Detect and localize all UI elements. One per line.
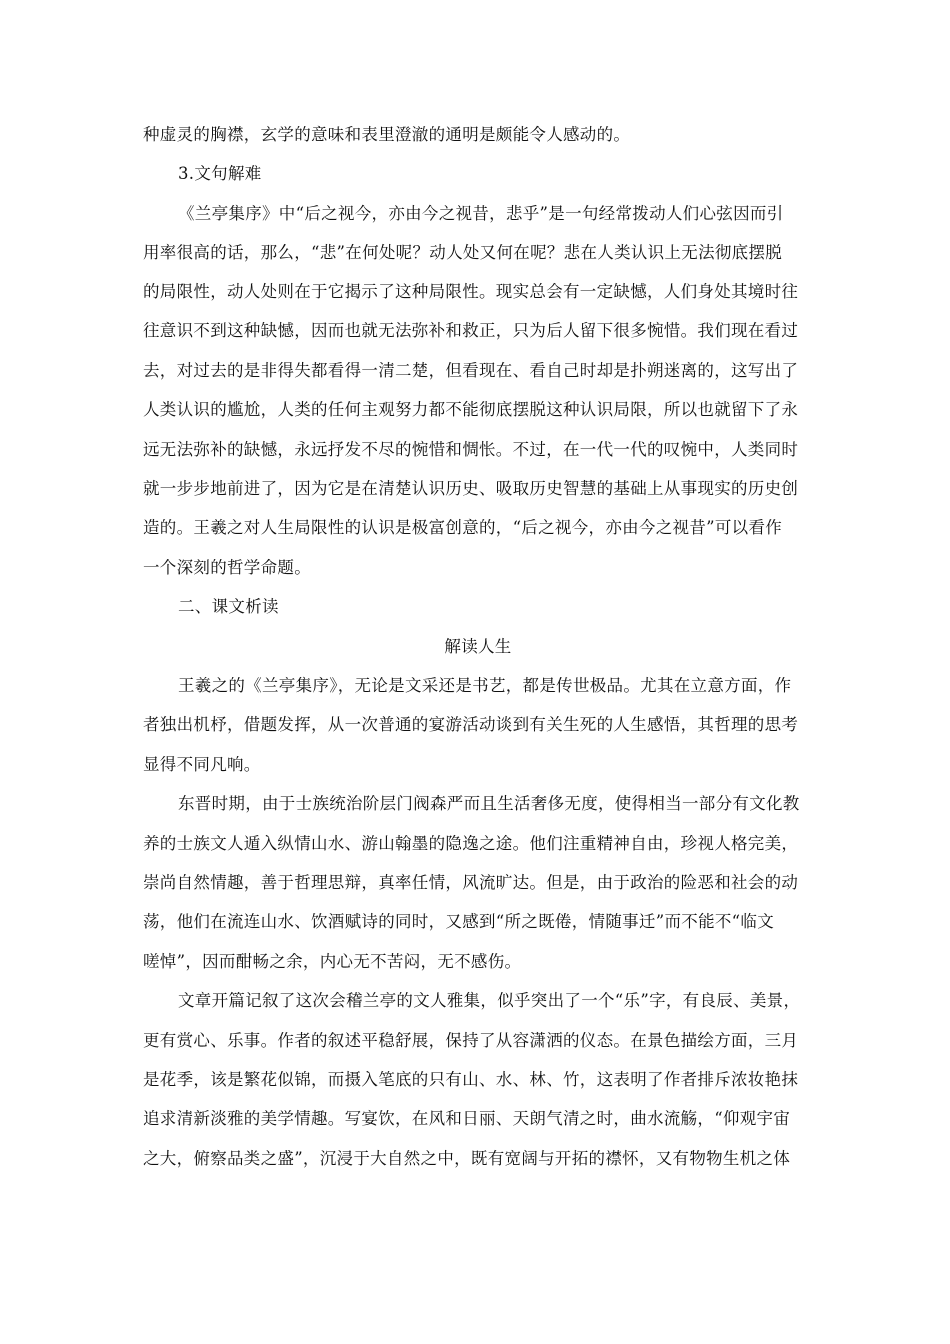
paragraph-line: 文章开篇记叙了这次会稽兰亭的文人雅集，似乎突出了一个“乐”字，有良辰、美景， [178, 991, 801, 1010]
article-title: 解读人生 [444, 637, 512, 656]
paragraph-line: 王羲之的《兰亭集序》，无论是文采还是书艺，都是传世极品。尤其在立意方面，作 [178, 676, 792, 695]
paragraph-line: 去，对过去的是非得失都看得一清二楚，但看现在、看自己时却是扑朔迷离的，这写出了 [143, 361, 799, 380]
paragraph-line: 养的士族文人遁入纵情山水、游山翰墨的隐逸之途。他们注重精神自由，珍视人格完美， [143, 834, 799, 853]
paragraph-line: 人类认识的尴尬，人类的任何主观努力都不能彻底摆脱这种认识局限，所以也就留下了永 [143, 400, 799, 419]
paragraph-line: 远无法弥补的缺憾，永远抒发不尽的惋惜和惆怅。不过，在一代一代的叹惋中，人类同时 [143, 440, 799, 459]
paragraph-line: 荡，他们在流连山水、饮酒赋诗的同时，又感到“所之既倦，情随事迁”而不能不“临文 [143, 912, 775, 931]
paragraph-line: 的局限性，动人处则在于它揭示了这种局限性。现实总会有一定缺憾，人们身处其境时往 [143, 282, 799, 301]
paragraph-line: 之大，俯察品类之盛”，沉浸于大自然之中，既有宽阔与开拓的襟怀，又有物物生机之体 [143, 1149, 791, 1168]
paragraph-line: 就一步步地前进了，因为它是在清楚认识历史、吸取历史智慧的基础上从事现实的历史创 [143, 479, 799, 498]
section-heading: 3.文句解难 [178, 164, 262, 183]
body-text-line: 种虚灵的胸襟，玄学的意味和表里澄澈的通明是颇能令人感动的。 [143, 125, 631, 144]
paragraph-line: 用率很高的话，那么，“悲”在何处呢？动人处又何在呢？悲在人类认识上无法彻底摆脱 [143, 243, 783, 262]
paragraph-line: 往意识不到这种缺憾，因而也就无法弥补和救正，只为后人留下很多惋惜。我们现在看过 [143, 321, 799, 340]
paragraph-line: 是花季，该是繁花似锦，而摄入笔底的只有山、水、林、竹，这表明了作者排斥浓妆艳抹 [143, 1070, 799, 1089]
paragraph-line: 一个深刻的哲学命题。 [143, 558, 311, 577]
paragraph-line: 东晋时期，由于士族统治阶层门阀森严而且生活奢侈无度，使得相当一部分有文化教 [178, 794, 800, 813]
paragraph-line: 显得不同凡响。 [143, 755, 261, 774]
section-heading: 二、课文析读 [178, 597, 279, 616]
paragraph-line: 者独出机杼，借题发挥，从一次普通的宴游活动谈到有关生死的人生感悟，其哲理的思考 [143, 715, 799, 734]
paragraph-line: 《兰亭集序》中“后之视今，亦由今之视昔，悲乎”是一句经常拨动人们心弦因而引 [178, 204, 784, 223]
paragraph-line: 造的。王羲之对人生局限性的认识是极富创意的，“后之视今，亦由今之视昔”可以看作 [143, 518, 783, 537]
paragraph-line: 嗟悼”，因而酣畅之余，内心无不苦闷，无不感伤。 [143, 952, 522, 971]
paragraph-line: 崇尚自然情趣，善于哲理思辩，真率任情，风流旷达。但是，由于政治的险恶和社会的动 [143, 873, 799, 892]
paragraph-line: 追求清新淡雅的美学情趣。写宴饮，在风和日丽、天朗气清之时，曲水流觞，“仰观宇宙 [143, 1109, 791, 1128]
paragraph-line: 更有赏心、乐事。作者的叙述平稳舒展，保持了从容潇洒的仪态。在景色描绘方面，三月 [143, 1031, 799, 1050]
